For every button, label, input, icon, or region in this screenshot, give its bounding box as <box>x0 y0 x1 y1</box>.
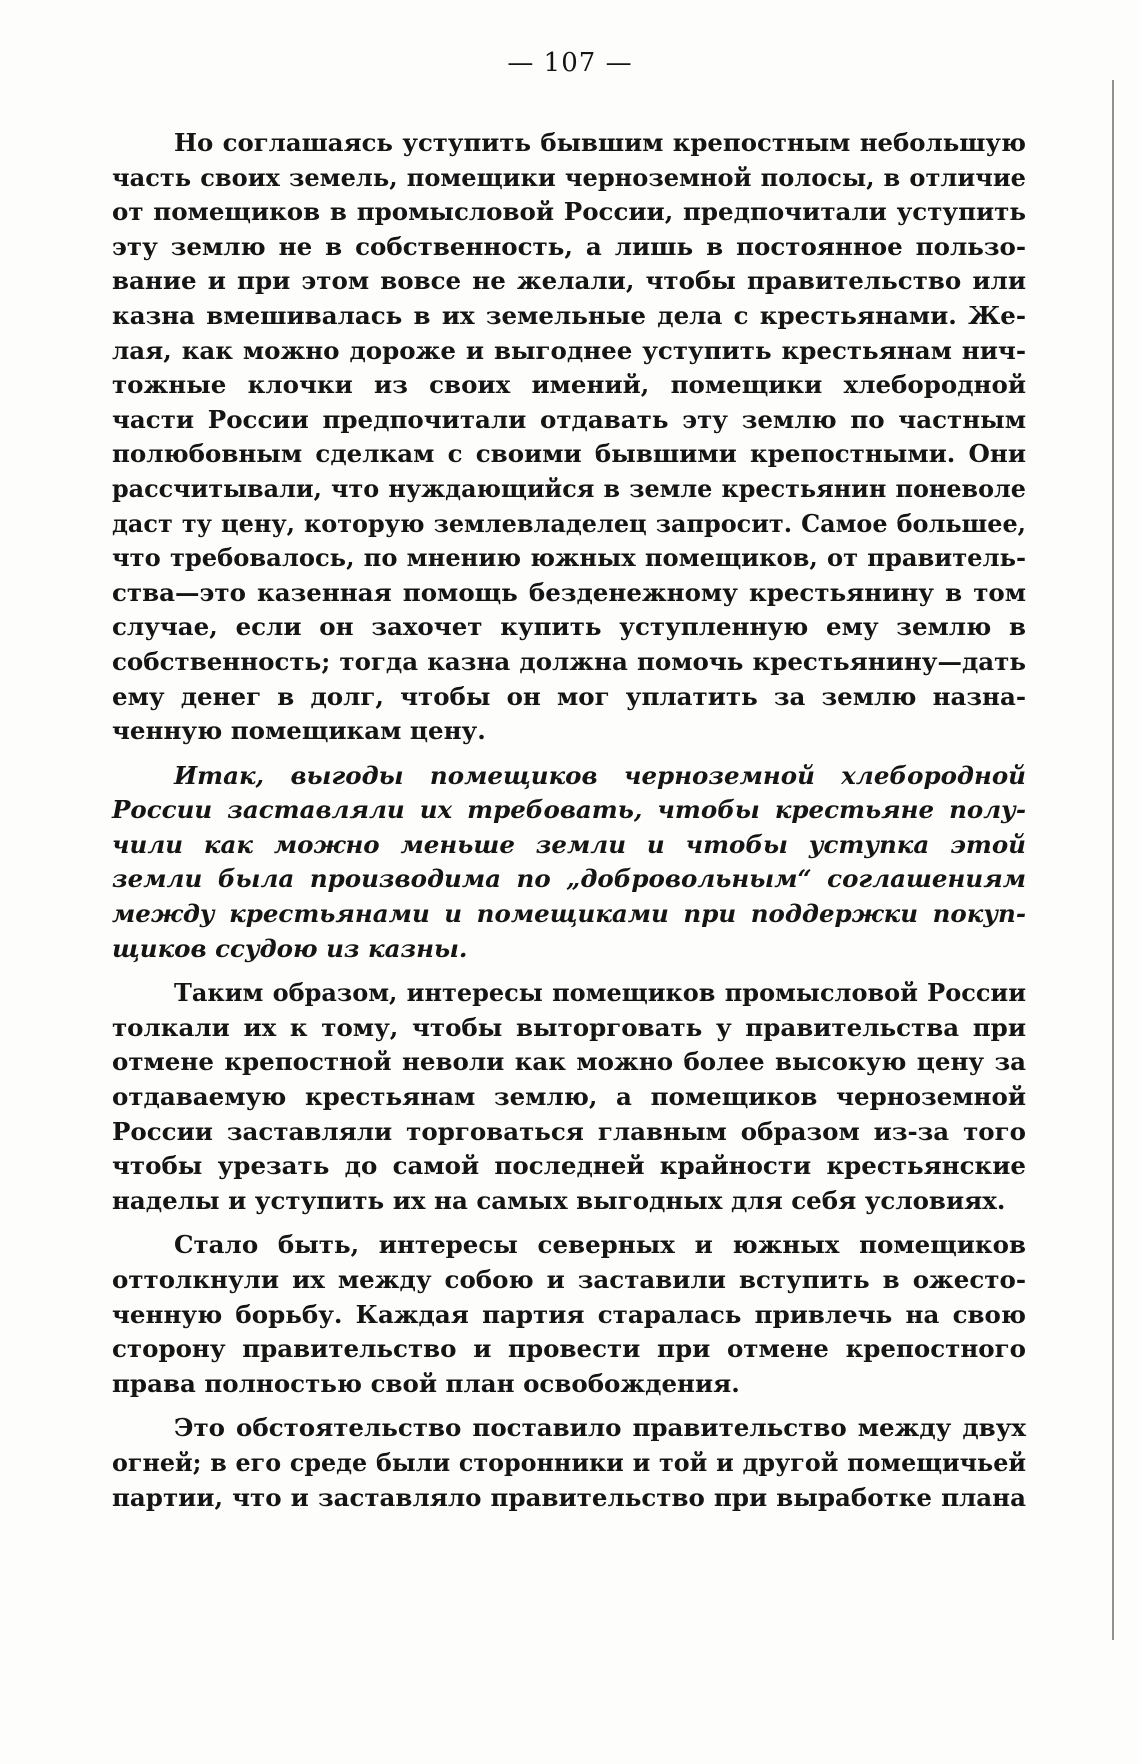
text-line: России заставляли торговаться главным образом из-за того <box>112 1116 1026 1146</box>
text-line: отдаваемую крестьянам землю, а помещиков черноземной <box>112 1082 1026 1112</box>
text-line: от помещиков в промысловой России, предпочитали уступить <box>112 197 1026 227</box>
text-line: ства—это казенная помощь безденежному крестьянину в том <box>112 577 1026 607</box>
text-line: части России предпочитали отдавать эту землю по частным <box>112 404 1026 434</box>
text-line: огней; в его среде были сторонники и той и другой помещичьей <box>112 1448 1026 1477</box>
text-line: что требовалось, по мнению южных помещиков, от правитель- <box>112 543 1026 573</box>
text-line: эту землю не в собственность, а лишь в постоянное пользо- <box>112 231 1026 261</box>
text-line: чтобы урезать до самой последней крайности крестьянские <box>112 1151 1026 1181</box>
text-line: сторону правительство и провести при отмене крепостного <box>112 1334 1026 1364</box>
text-line: ченную помещикам цену. <box>112 716 486 746</box>
paragraph-1 <box>112 126 1026 749</box>
text-line: вание и при этом вовсе не желали, чтобы правительство или <box>112 266 1026 296</box>
text-line: права полностью свой план освобождения. <box>112 1368 740 1398</box>
text-line: отмене крепостной неволи как можно более высокую цену за <box>112 1047 1026 1077</box>
text-line: даст ту цену, которую землевладелец запросит. Самое большее, <box>112 509 1026 538</box>
text-line: собственность; тогда казна должна помочь крестьянину—дать <box>112 646 1026 676</box>
text-line: рассчитывали, что нуждающийся в земле крестьянин поневоле <box>112 474 1026 503</box>
text-line: партии, что и заставляло правительство при выработке плана <box>112 1482 1026 1512</box>
paragraph-3 <box>112 976 1026 1218</box>
page-edge-rule <box>1112 80 1114 1640</box>
text-line: часть своих земель, помещики черноземной полосы, в отличие <box>112 162 1026 192</box>
text-line: Стало быть, интересы северных и южных помещиков <box>174 1230 1026 1260</box>
text-line: Это обстоятельство поставило правительство между двух <box>174 1413 1026 1443</box>
text-line: между крестьянами и помещиками при поддержки покуп- <box>112 899 1026 929</box>
text-line: России заставляли их требовать, чтобы крестьяне полу- <box>112 795 1026 825</box>
text-line: лая, как можно дороже и выгоднее уступить крестьянам нич- <box>112 335 1026 365</box>
text-line: толкали их к тому, чтобы выторговать у правительства при <box>112 1012 1026 1042</box>
body-text <box>112 126 1026 1525</box>
text-line: щиков ссудою из казны. <box>112 933 468 963</box>
paragraph-4 <box>112 1228 1026 1401</box>
text-line: Итак, выгоды помещиков черноземной хлебородной <box>174 760 1026 790</box>
text-line: ему денег в долг, чтобы он мог уплатить за землю назна- <box>112 681 1026 711</box>
page-number: — 107 — <box>507 48 633 78</box>
paragraph-5 <box>112 1411 1026 1515</box>
text-line: полюбовным сделкам с своими бывшими крепостными. Они <box>112 439 1026 469</box>
text-line: случае, если он захочет купить уступленную ему землю в <box>112 612 1026 642</box>
text-line: оттолкнули их между собою и заставили вступить в ожесто- <box>112 1265 1026 1294</box>
text-line: чили как можно меньше земли и чтобы уступка этой <box>112 829 1026 859</box>
text-line: земли была производима по „добровольным“ соглашениям <box>112 864 1026 894</box>
text-line: Таким образом, интересы помещиков промысловой России <box>174 978 1026 1008</box>
text-line: ченную борьбу. Каждая партия старалась привлечь на свою <box>112 1299 1026 1329</box>
paragraph-2-italic <box>112 759 1026 967</box>
text-line: наделы и уступить их на самых выгодных для себя условиях. <box>112 1185 1006 1215</box>
text-line: Но соглашаясь уступить бывшим крепостным небольшую <box>174 128 1026 157</box>
text-line: тожные клочки из своих имений, помещики хлебородной <box>112 370 1026 400</box>
text-line: казна вмешивалась в их земельные дела с крестьянами. Же- <box>112 300 1026 330</box>
